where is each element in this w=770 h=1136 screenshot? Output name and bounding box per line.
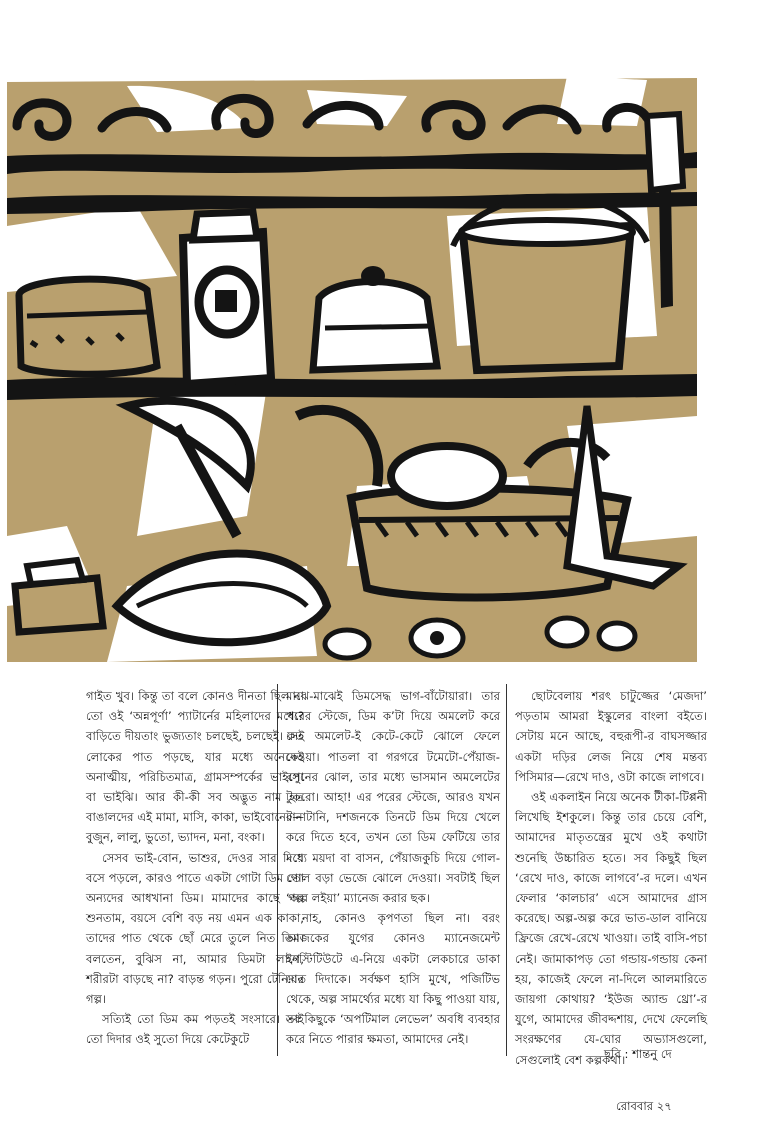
- column-divider: [506, 684, 507, 1056]
- paragraph: ওই একলাইন নিয়ে অনেক টীকা-টিপ্পনী লিখেছি ইশকুলে। কিন্তু তার চেয়ে বেশি, আমাদের মাতৃতন্ত্রের মুখে ওই কথাটা শুনেছি উচ্চারিত হতে। সব কিছুই ছিল ‘রেখে দাও, কাজে লাগবে’-র দলে। এখন ফেলার ‘কালচার’ এসে আমাদের গ্রাস করেছে। অল্প-অল্প করে ভাত-ডাল বানিয়ে ফ্রিজে রেখে-রেখে খাওয়া। তাই বাসি-পচা নেই। জামাকাপড় তো গন্ডায়-গন্ডায় কেনা হয়, কাজেই ফেলে না-দিলে আলমারিতে জায়গা কোথায়? ‘ইউজ অ্যান্ড থ্রো’-র যুগে, আমাদের জীবদ্দশায়, দেখে ফেলেছি সংরক্ষণের যে-ঘোর অভ্যাসগুলো, সেগুলোই বেশ কল্পকথা।: [515, 790, 707, 1067]
- kitchen-shelf-artwork: [7, 66, 697, 662]
- article-column-3: [515, 686, 707, 1070]
- paragraph: সত্যিই তো ডিম কম পড়তই সংসারে। তাই তো দিদার ওই সুতো দিয়ে কেটেকুটে: [86, 1012, 304, 1047]
- paragraph: মাঝে-মাঝেই ডিমসেদ্ধ ভাগ-বাঁটোয়ারা। তার পরের স্টেজে, ডিম ক’টা দিয়ে অমলেট করে সেই অমলেট-ই কেটে-কেটে ঝোলে ফেলে দেওয়া। পাতলা বা গরগরে টমেটো-পেঁয়াজ-রসুনের ঝোল, তার মধ্যে ভাসমান অমলেটের টুকরো। আহা! এর পরের স্টেজে, আরও যখন টানাটানি, দশজনকে তিনটে ডিম দিয়ে খেলে করে দিতে হবে, তখন তো ডিম ফেটিয়ে তার মধ্যে ময়দা বা বাসন, পেঁয়াজকুচি দিয়ে গোল-গোল বড়া ভেজে ঝোলে দেওয়া। সবটাই ছিল ‘অল্প লইয়া’ ম্যানেজ করার ছক।: [286, 689, 500, 906]
- page-footer: রোববার ২৭: [616, 1099, 672, 1113]
- paragraph: সেসব ভাই-বোন, ভাশুর, দেওর সার দিয়ে বসে পড়লে, কারও পাতে একটা গোটা ডিম তো অন্যদের আধখানা ডিম। মামাদের কাছে গল্প শুনতাম, বয়সে বেশি বড় নয় এমন এক কাকা, তাদের পাত থেকে ছোঁ মেরে তুলে নিত ডিম। বলতেন, বুঝিস না, আমার ডিমটা লাগে, শরীরটা বাড়ছে না? বাড়ন্ত গড়ন। পুরো টেনিদার গল্প।: [86, 850, 304, 1007]
- paragraph: ছোটবেলায় শরৎ চাটুজ্জের ‘মেজদা’ পড়তাম আমরা ইস্কুলের বাংলা বইতে। সেটায় মনে আছে, বহুরূপী-র বাঘসজ্জার একটা দড়ির লেজ নিয়ে শেষ মন্তব্য পিসিমার—রেখে দাও, ওটা কাজে লাগবে।: [515, 689, 707, 784]
- paragraph: গাইত খুব। কিন্তু তা বলে কোনও দীনতা ছিল না তো ওই ‘অন্নপূর্ণা’ প্যাটার্নের মহিলাদের মধ্যে? বাড়িতে দীয়তাং ভুজ্যতাং চলছেই, চলছেই। কত লোকের পাত পড়ছে, যার মধ্যে অনেকেই অনাত্মীয়, পরিচিতমাত্র, গ্রামসম্পর্কের ভাইপো বা ভাইঝি। আর কী-কী সব অদ্ভুত নাম হত বাঙালদের এই মামা, মাসি, কাকা, ভাইবোনের—বুজুন, লালু, ভুতো, ভ্যাদন, মনা, বংকা।: [86, 689, 304, 845]
- paragraph: নাহ, কোনও কৃপণতা ছিল না। বরং আজকের যুগের কোনও ম্যানেজমেন্ট ইনস্টিটিউটে এ-নিয়ে একটা লেকচারে ডাকা যেত দিদাকে। সর্বক্ষণ হাসি মুখে, পজিটিভ থেকে, অল্প সামর্থ্যের মধ্যে যা কিছু পাওয়া যায়, সব কিছুকে ‘অপটিমাল লেভেল’ অবধি ব্যবহার করে নিতে পারার ক্ষমতা, আমাদের নেই।: [286, 911, 500, 1047]
- illustration-credit: ছবি : শান্তনু দে: [604, 1047, 672, 1061]
- article-column-2: [286, 686, 500, 1050]
- illustration-kitchen-shelf: [7, 66, 697, 662]
- article-column-1: [86, 686, 304, 1050]
